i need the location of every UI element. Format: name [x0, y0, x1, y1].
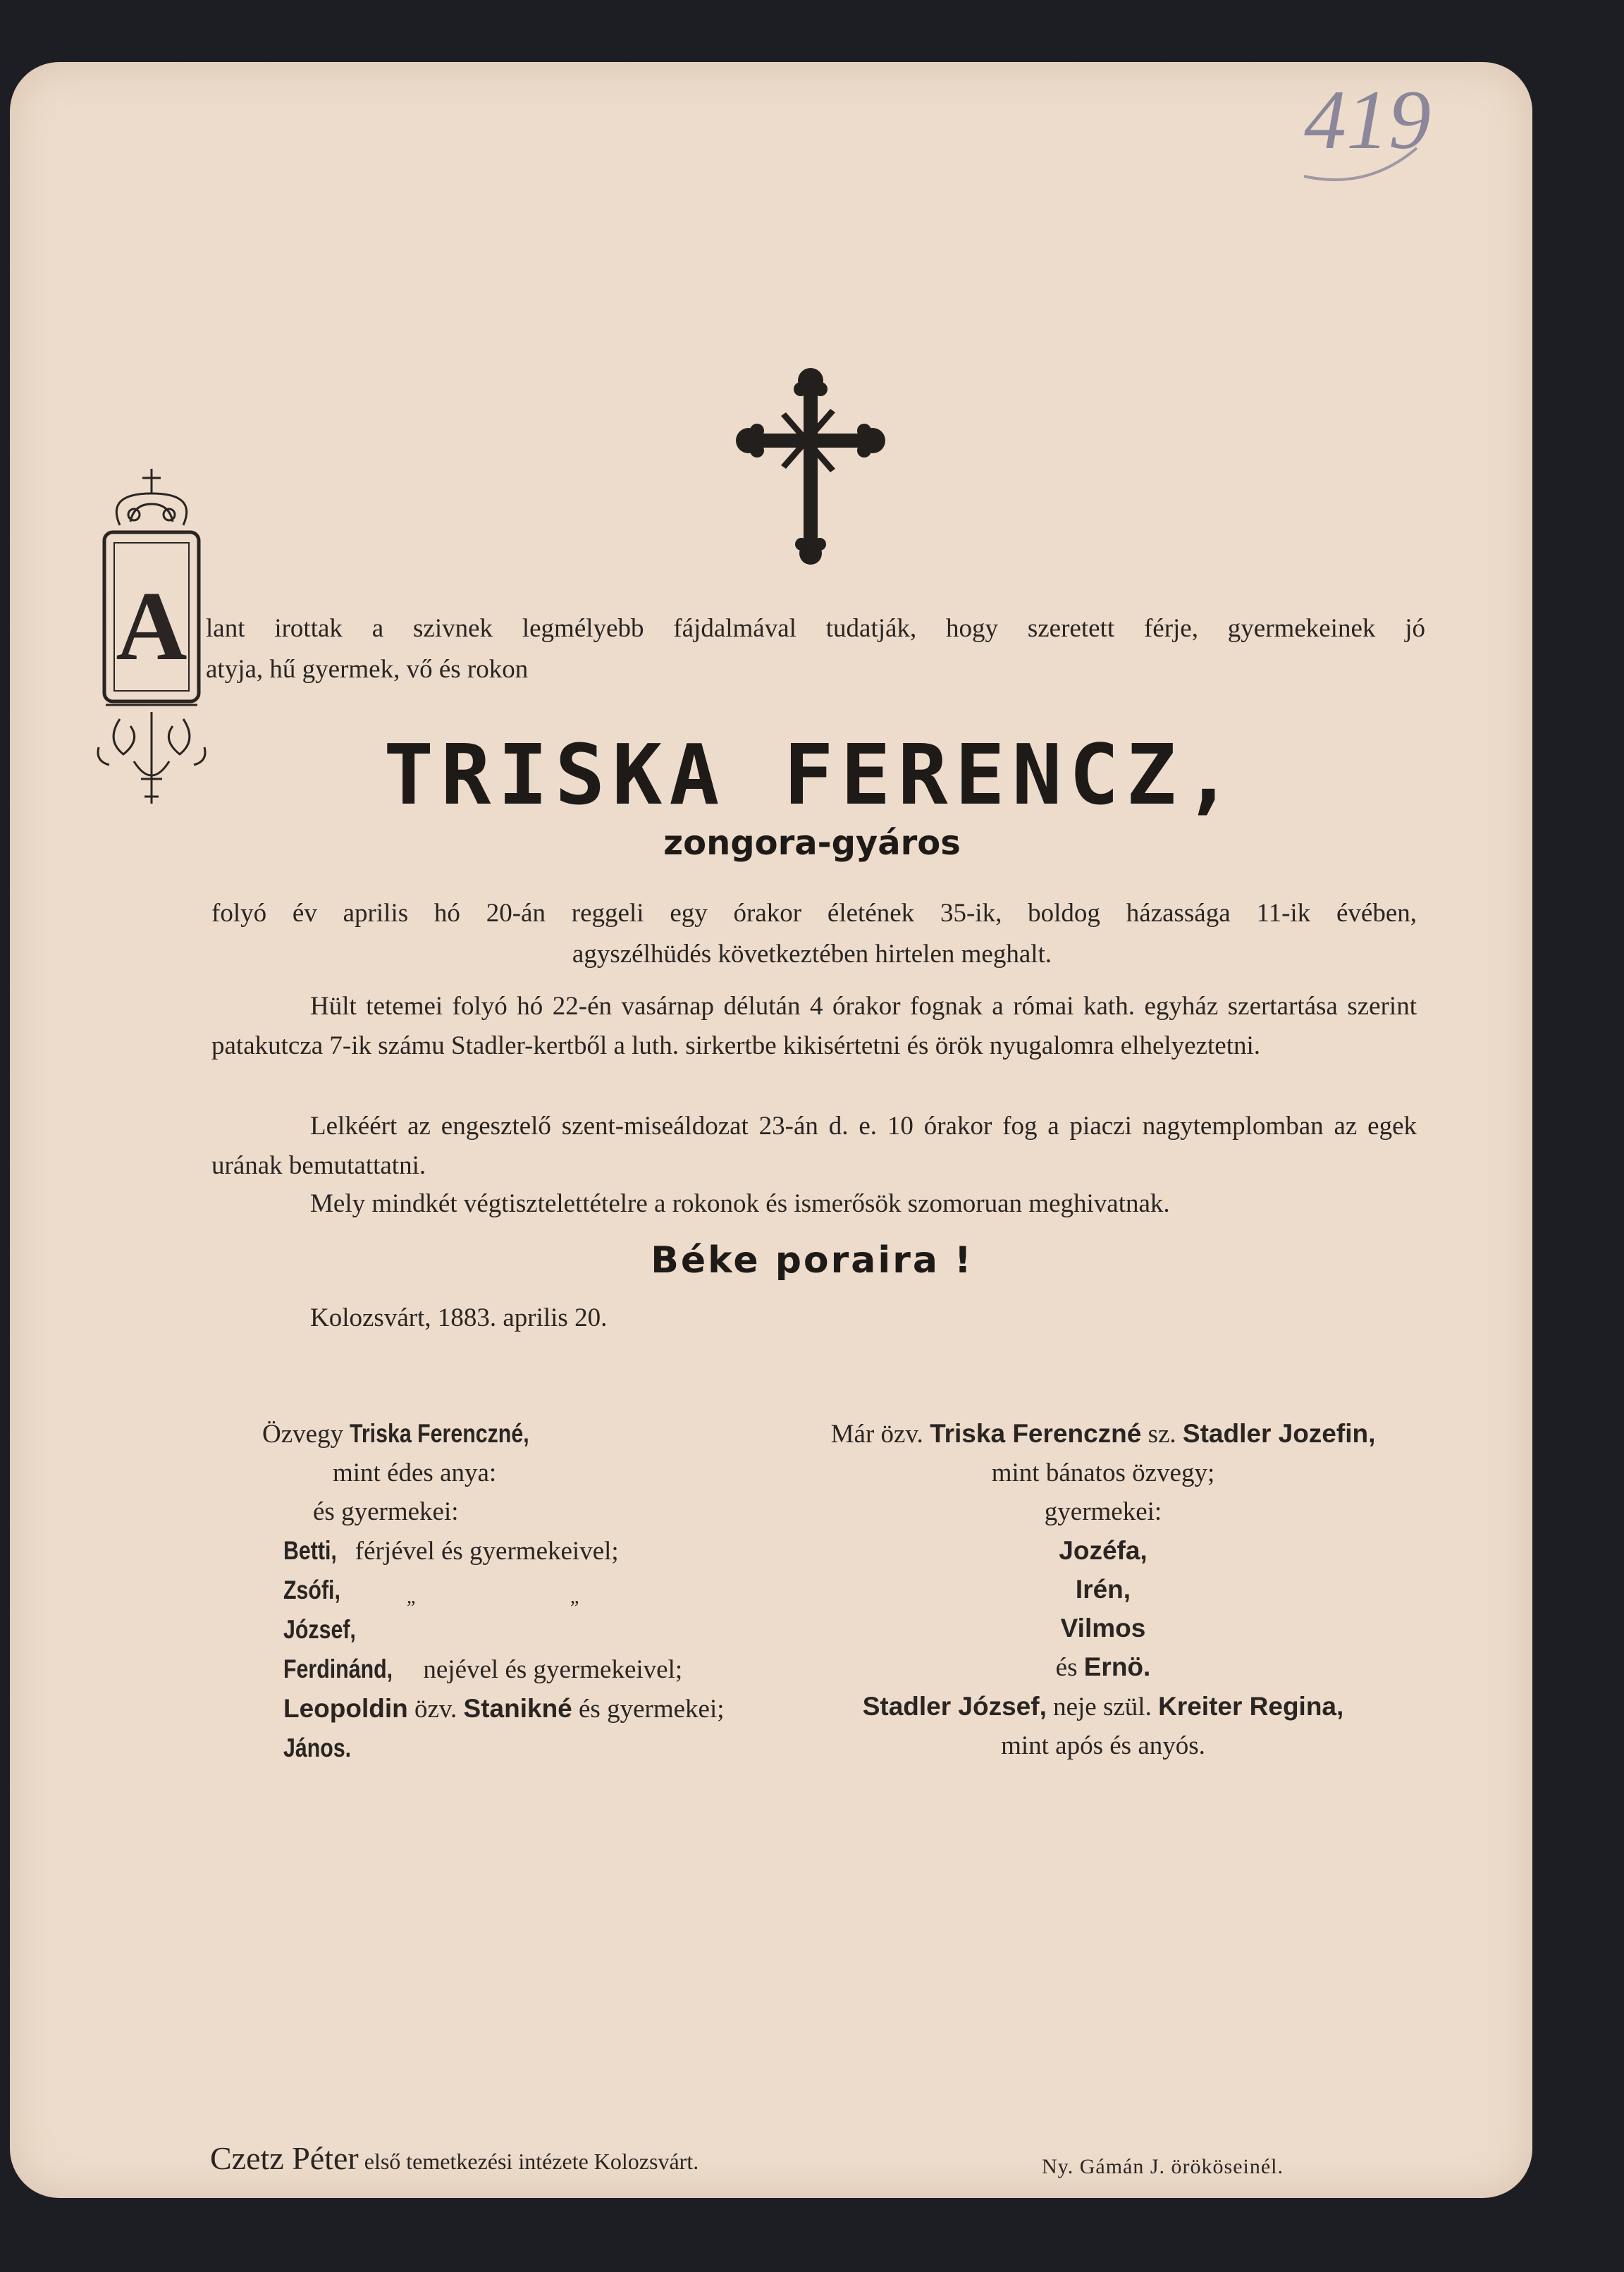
- signatory-line: gyermekei:: [1044, 1497, 1162, 1526]
- intro-line-1: lant irottak a szivnek legmélyebb fájdalmával tudatják, hogy szeretett férje, gyermekeinek jó: [206, 614, 1425, 643]
- signatory-name: Triska Ferenczné: [930, 1419, 1142, 1448]
- signatory-name: Jozéfa,: [1059, 1536, 1148, 1565]
- signatory-line: mint édes anya:: [333, 1459, 497, 1487]
- signatory-line: és Ernö.: [1055, 1652, 1151, 1682]
- signatory-name: Irén,: [1075, 1575, 1131, 1604]
- signatory-name: János.: [283, 1733, 352, 1762]
- signatory-name: Betti,: [283, 1536, 337, 1565]
- printer-credit: Ny. Gámán J. örököseinél.: [1042, 2155, 1284, 2178]
- signatory-line: Stadler József, neje szül. Kreiter Regina,: [862, 1692, 1344, 1721]
- signatory-line: Leopoldin özv. Stanikné és gyermekei;: [262, 1689, 798, 1728]
- dateline: Kolozsvárt, 1883. aprilis 20.: [310, 1303, 608, 1332]
- undertaker-name: Czetz Péter: [210, 2140, 359, 2176]
- peace-motto: Béke poraira !: [651, 1239, 973, 1282]
- ditto-mark: „: [407, 1586, 416, 1608]
- signatory-line: Özvegy Triska Ferenczné,: [262, 1414, 798, 1454]
- signatory-name: Vilmos: [1060, 1614, 1146, 1642]
- signatory-line: mint bánatos özvegy;: [991, 1459, 1215, 1487]
- ditto-mark: „: [570, 1586, 579, 1608]
- signatories-right: [761, 1414, 1445, 1765]
- signatory-line: mint após és anyós.: [1001, 1731, 1205, 1760]
- signatory-line: és gyermekei:: [313, 1497, 459, 1526]
- signatory-line: [262, 1571, 798, 1610]
- folio-text: 419: [1304, 73, 1431, 166]
- funeral-paragraph: Hült tetemei folyó hó 22-én vasárnap délután 4 órakor fognak a római kath. egyház szertartása szerint patakutcza 7-ik számu Stadler-kertből a luth. sirkertbe kikisértetni és örök nyugalomra elhelyeztetni.: [211, 992, 1417, 1060]
- signatory-line: Már özv. Triska Ferenczné sz. Stadler Jozefin,: [830, 1419, 1376, 1449]
- signatory-line: [262, 1610, 798, 1650]
- signatory-line: [262, 1728, 798, 1768]
- signatory-name: Zsófi,: [283, 1576, 340, 1604]
- intro-line-2: atyja, hű gyermek, vő és rokon: [206, 655, 529, 684]
- signatory-name: Triska Ferenczné,: [350, 1419, 529, 1448]
- death-notice-line-1: folyó év aprilis hó 20-án reggeli egy órakor életének 35-ik, boldog házassága 11-ik évében,: [211, 899, 1417, 928]
- deceased-occupation: zongora-gyáros: [663, 823, 961, 863]
- signatory-name: Stadler József,: [862, 1692, 1047, 1721]
- signatory-name: Leopoldin: [283, 1694, 408, 1723]
- signatory-line: Ferdinánd, nejével és gyermekeivel;: [262, 1650, 798, 1689]
- signatory-name: Kreiter Regina,: [1158, 1692, 1344, 1721]
- handwritten-folio-number: [1283, 42, 1438, 197]
- signatory-line: Betti, férjével és gyermekeivel;: [262, 1531, 798, 1571]
- signatory-name: Stadler Jozefin,: [1182, 1419, 1376, 1448]
- initial-letter: A: [116, 572, 187, 681]
- mass-paragraph: Lelkéért az engesztelő szent-miseáldozat 23-án d. e. 10 órakor fog a piaczi nagytemplomban az egek urának bemutattatni.: [211, 1112, 1417, 1180]
- signatory-name: Stanikné: [463, 1694, 572, 1723]
- signatories-left: [262, 1414, 798, 1768]
- invitation-paragraph: Mely mindkét végtisztelettételre a rokonok és ismerősök szomoruan meghivatnak.: [310, 1189, 1170, 1218]
- signatory-name: József,: [283, 1615, 356, 1644]
- cross-icon: [733, 360, 888, 571]
- undertaker-credit: Czetz Péter első temetkezési intézete Kolozsvárt.: [210, 2140, 699, 2176]
- signatory-name: Ernö.: [1083, 1652, 1151, 1681]
- deceased-name: TRISKA FERENCZ,: [383, 726, 1241, 823]
- death-notice-line-2: agyszélhüdés következtében hirtelen meghalt.: [572, 940, 1052, 969]
- signatory-name: Ferdinánd,: [283, 1654, 393, 1683]
